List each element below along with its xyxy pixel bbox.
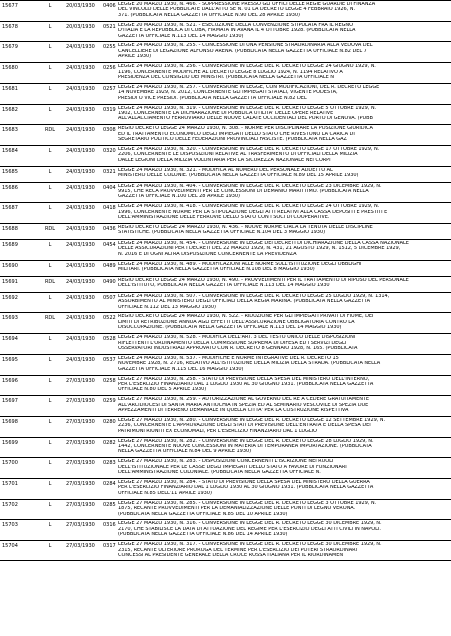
act-code: 0284 bbox=[103, 481, 116, 487]
act-date: 27/03/1930 bbox=[66, 501, 95, 508]
description-line: LEGGE 24 MARZO 1930, N. 528. - MODIFICA DELL'ART. 3 DEL TESTO UNICO DELLE DISPOSIZIONI bbox=[118, 335, 356, 341]
description-line: DELL'ISTITUTO, PUBBLICATA NELLA GAZZETTA UFFICIALE N.113 DEL 14 MAGGIO 1930 bbox=[118, 283, 330, 289]
act-date: 27/03/1930 bbox=[66, 439, 95, 446]
description-line: REGIO DECRETO LEGGE 24 MARZO 1930, N. 490. - PROVVEDIMENTI PER IL TRATTAMENTO DI RIPOSO DEL PERSONALE bbox=[118, 277, 409, 283]
act-date: 24/03/1930 bbox=[66, 336, 95, 343]
description-line: GAZZETTA UFFICIALE N.115 DEL 16 MAGGIO 1930) bbox=[118, 366, 244, 372]
act-date: 24/03/1930 bbox=[66, 184, 95, 191]
act-description bbox=[118, 542, 449, 558]
description-line: APRILE 1930) bbox=[118, 54, 151, 60]
act-code: 0454 bbox=[103, 242, 116, 248]
record-number: 15678 bbox=[2, 23, 18, 30]
table-row bbox=[0, 333, 451, 354]
record-number: 15704 bbox=[2, 543, 18, 550]
table-row bbox=[0, 83, 451, 104]
table-row bbox=[0, 202, 451, 223]
act-description bbox=[118, 64, 449, 80]
description-line: LEGGE 24 MARZO 1930, N. 321. - MODIFICA AL NUMERO DEL PERSONALE ADDETTO AL bbox=[118, 167, 333, 173]
act-code: 0259 bbox=[103, 398, 116, 405]
act-code: 0436 bbox=[103, 226, 116, 232]
description-line: LEGGE 24 MARZO 1930, N. 257. - CONVERSIONE IN LEGGE, CON MODIFICAZIONI, DEL R. DECRETO LEGGE bbox=[118, 84, 380, 90]
act-date: 24/03/1930 bbox=[66, 226, 95, 232]
act-type: L bbox=[48, 336, 52, 343]
description-line: DELL'AMMINISTRAZIONE COLONIALE. (PUBBLICATA NELLA GAZZETTA UFFICIALE N. bbox=[118, 470, 321, 476]
record-number: 15694 bbox=[2, 336, 18, 343]
table-row bbox=[0, 312, 451, 333]
table-row bbox=[0, 375, 451, 396]
act-description bbox=[118, 335, 449, 351]
description-line: 2315, RECANTE ULTERIORE PROROGA DEL TERMINE PER L'ESERCIZIO DEI POTERI STRAORDINARI bbox=[118, 547, 357, 553]
act-date: 24/03/1930 bbox=[66, 356, 95, 363]
act-code: 0404 bbox=[103, 184, 116, 191]
act-code: 0507 bbox=[103, 294, 116, 301]
table-row bbox=[0, 223, 451, 239]
description-line: CONCESSI AL PRESIDENTE GENERALE DELLA CROCE ROSSA ITALIANA PER IL RIORDINAMEN bbox=[118, 552, 344, 558]
act-date: 27/03/1930 bbox=[66, 522, 95, 529]
act-description bbox=[118, 278, 449, 289]
act-description bbox=[118, 314, 449, 330]
act-code: 0528 bbox=[103, 336, 116, 343]
description-line: ASSORBIMENTO AL MINISTERO DEGLI UFFICIALI DELLA REGIA MARINA. (PUBBLICATA NELLA GAZZETTA bbox=[118, 299, 371, 305]
record-number: 15696 bbox=[2, 377, 18, 384]
record-number: 15685 bbox=[2, 168, 18, 175]
record-number: 15700 bbox=[2, 460, 18, 467]
description-line: LEGGE 27 MARZO 1930, N. 284. - STATO DI PREVISIONE DELLA SPESA DEL MINISTERO DELLA GUERRA bbox=[118, 480, 370, 485]
act-type: RDL bbox=[44, 278, 56, 285]
table-row bbox=[0, 104, 451, 125]
act-date: 27/03/1930 bbox=[66, 460, 95, 467]
description-line: PER L'ESERCIZIO FINANZIARIO DAL 1 LUGLIO 1930 AL 30 GIUGNO 1931. (PUBBLICATA NELLA GAZZETTA bbox=[118, 485, 374, 491]
description-line: LEGGE 27 MARZO 1930, N. 258. - STATO DI PREVISIONE DELLA SPESA DEL MINISTERO DELL'INTERNO, bbox=[118, 376, 370, 382]
description-line: 2236, CONCERNENTE L'APPROVAZIONE DEGLI STATI DI PREVISIONE DELL'ENTRATA E DELLA SPESA DEI bbox=[118, 423, 371, 429]
act-code: 0489 bbox=[103, 262, 116, 269]
act-type: L bbox=[48, 147, 52, 154]
act-description bbox=[118, 2, 449, 18]
act-date: 24/03/1930 bbox=[66, 242, 95, 248]
act-code: 0282 bbox=[103, 439, 116, 446]
description-line: LEGGE 20 MARZO 1930, N. 466. - SOPPRESSIONE PRESSO GLI UFFICI DELLE REGIE GUARDIE DI FINANZA bbox=[118, 2, 376, 7]
table-row bbox=[0, 145, 451, 166]
description-line: LEGGE 27 MARZO 1930, N. 283. - DISPOSIZIONI CONCERNENTI L'ISCRIZIONE NEI RUOLI bbox=[118, 459, 334, 465]
description-line: 371. (PUBBLICATA NELLA GAZZETTA UFFICIALE N.90 DEL 28 APRILE 1930) bbox=[118, 12, 300, 18]
act-date: 24/03/1930 bbox=[66, 205, 95, 212]
description-line: LEGGE 24 MARZO 1930, N. 537. - MODIFICHE E NORME INTEGRATIVE DEL R. DECRETO 15 bbox=[118, 355, 339, 361]
act-type: L bbox=[48, 262, 52, 269]
act-code: 0308 bbox=[103, 127, 116, 134]
act-description bbox=[118, 126, 449, 142]
record-number: 15679 bbox=[2, 44, 18, 51]
description-line: REGIO DECRETO LEGGE 24 MARZO 1930, N. 436. - NUOVE NORME CIRCA LA TENUTA DELLE DISCIPLINE bbox=[118, 225, 373, 230]
record-number: 15692 bbox=[2, 294, 18, 301]
description-line: LEGGE 27 MARZO 1930, N. 317. - CONVERSIONE IN LEGGE DEL R. DECRETO LEGGE 30 DICEMBRE 1929, N. bbox=[118, 542, 382, 548]
description-line: 2170, CHE STABILISCE LA DATA DI ATTUAZIONE DEL REGIME PER L'ESERCIZIO DEGLI ATTI CIVILI IN NAPOLI. bbox=[118, 526, 381, 532]
description-line: LEGGE 24 MARZO 1930, N. 489. - MODIFICAZIONI ALLE NORME SULL'ISTITUZIONE DEGLI OBBLIGHI bbox=[118, 261, 362, 267]
act-description bbox=[118, 184, 449, 200]
act-date: 24/03/1930 bbox=[66, 294, 95, 301]
act-code: 0319 bbox=[103, 106, 116, 113]
description-line: DELL'AMMINISTRAZIONE DELLE FERROVIE DELLO STATO CON I SOCI DI COOPERATIVE. bbox=[118, 215, 330, 221]
act-description bbox=[118, 459, 449, 475]
act-date: 24/03/1930 bbox=[66, 44, 95, 51]
description-line: DELL'ISTITUZIONALE PER LE CASSE DEGLI IMPIEGATI DELLO STATO A FAVORE DI FUNZIONARI bbox=[118, 464, 347, 470]
description-line: 2206, CONCERNENTE LE DISPOSIZIONI RELATIVE AL TRASFERIMENTO DI UFFICIALI DELLA MILIZIA bbox=[118, 152, 358, 158]
act-description bbox=[118, 294, 449, 310]
act-type: L bbox=[48, 205, 52, 212]
description-line: 14 NOVEMBRE 1929, N. 2012, CONCERNENTE GLI IMPIEGATI STATALI, VIGENTE PODESTA, bbox=[118, 90, 338, 96]
table-row bbox=[0, 62, 451, 83]
description-line: STATISTICHE. (PUBBLICATA NELLA GAZZETTA UFFICIALE N.104 DEL 3 MAGGIO 1930) bbox=[118, 230, 325, 236]
act-type: RDL bbox=[44, 127, 56, 134]
description-line: 1902, CONCERNENTE LA DICHIARAZIONE DI PUBBLICA UTILITA' DELLE OPERE RELATIVE bbox=[118, 110, 334, 116]
description-line: 1196, CONCERNENTE MODIFICHE AL DECRETO LEGGE 8 LUGLIO 1924, N. 1194 RELATIVO A bbox=[118, 69, 343, 75]
table-row bbox=[0, 124, 451, 145]
description-line: ALL'ALLACCIAMENTO FERROVIARIO DELLE NUOVE CALATE OCCIDENTALI DEL PORTO DI GENOVA. (PUBB bbox=[118, 116, 373, 122]
description-line: MINISTERO DELLE COLONIE. (PUBBLICATA NELLA GAZZETTA UFFICIALE N.89 DEL 15 APRILE 1930) bbox=[118, 173, 359, 178]
act-description bbox=[118, 501, 449, 517]
description-line: LEGGE 27 MARZO 1930, N. 280. - CONVERSIONE IN LEGGE DEL R. DECRETO LEGGE 12 SETTEMBRE 1929, N. bbox=[118, 417, 386, 423]
act-type: L bbox=[48, 168, 52, 175]
record-number: 15701 bbox=[2, 481, 18, 487]
table-row bbox=[0, 395, 451, 416]
act-date: 24/03/1930 bbox=[66, 315, 95, 322]
record-number: 15687 bbox=[2, 205, 18, 212]
act-description bbox=[118, 43, 449, 59]
description-line: UFFICIALE N.80 DEL 5 APRILE 1930) bbox=[118, 387, 207, 393]
act-description bbox=[118, 356, 449, 372]
act-code: 0258 bbox=[103, 377, 116, 384]
act-code: 0283 bbox=[103, 460, 116, 467]
act-description bbox=[118, 480, 449, 496]
description-line: (PUBBLICATA NELLA GAZZETTA UFFICIALE N.85 DEL 10 APRILE 1930) bbox=[118, 511, 288, 517]
record-number: 15682 bbox=[2, 106, 18, 113]
act-date: 27/03/1930 bbox=[66, 543, 95, 550]
description-line: LEGGE 24 MARZO 1930, N. 404. - CONVERSIONE IN LEGGE DEL R. DECRETO LEGGE 23 DICEMBRE 1929, N. bbox=[118, 183, 382, 189]
act-date: 24/03/1930 bbox=[66, 127, 95, 134]
act-description bbox=[118, 262, 449, 273]
record-number: 15681 bbox=[2, 85, 18, 92]
record-number: 15686 bbox=[2, 184, 18, 191]
act-description bbox=[118, 23, 449, 39]
table-row bbox=[0, 292, 451, 313]
act-date: 24/03/1930 bbox=[66, 262, 95, 269]
table-row bbox=[0, 21, 451, 42]
table-row bbox=[0, 519, 451, 540]
description-line: DISOCCUPAZIONE. (PUBBLICATA NELLA GAZZETTA UFFICIALE N.113 DEL 14 MAGGIO 1930) bbox=[118, 325, 342, 331]
act-type: L bbox=[48, 184, 52, 191]
act-code: 0490 bbox=[103, 278, 116, 285]
act-code: 0320 bbox=[103, 147, 116, 154]
description-line: PRESIDENZA DEL CONSIGLIO DEI MINISTRI. (PUBBLICATA NELLA GAZZETTA UFFICIALE N bbox=[118, 74, 334, 80]
description-line: SEGRETARIO POLITICO DELLE FEDERAZIONI PROVINCIALI FASCISTE. (PUBBLICATA NELLA GAZ bbox=[118, 137, 347, 142]
description-line: LEGGE 24 MARZO 1930, N. 255. - CONCESSIONE DI UNA PENSIONE STRAORDINARIA ALLA VEDOVA DEL bbox=[118, 43, 373, 49]
description-line: LEGGE 27 MARZO 1930, N. 316. - CONVERSIONE IN LEGGE DEL R. DECRETO LEGGE 30 DICEMBRE 1929, N. bbox=[118, 521, 382, 527]
table-row bbox=[0, 354, 451, 375]
description-line: NELLA GAZZETTA UFFICIALE N.84 DEL 9 APRILE 1930) bbox=[118, 449, 251, 455]
act-code: 0406 bbox=[103, 3, 116, 9]
act-type: RDL bbox=[44, 315, 56, 322]
description-line: 1442, CONCERNENTE NUOVE CONCESSIONI IN MATERIA DI TEMPORANEA IMPORTAZIONE. (PUBBLICATA bbox=[118, 444, 372, 449]
record-number: 15693 bbox=[2, 315, 18, 322]
act-description bbox=[118, 241, 449, 257]
table-row bbox=[0, 437, 451, 458]
description-line: UFFICIALE N.85 DELL'11 APRILE 1930) bbox=[118, 490, 212, 496]
act-date: 20/03/1930 bbox=[66, 23, 95, 30]
table-row bbox=[0, 260, 451, 276]
description-line: REGIO DECRETO LEGGE 24 MARZO 1930, N. 308. - NORME PER DISCIPLINARE LA POSIZIONE GIURIDICA bbox=[118, 126, 373, 132]
act-type: L bbox=[48, 377, 52, 384]
act-type: L bbox=[48, 65, 52, 72]
act-type: L bbox=[48, 85, 52, 92]
description-line: GAZZETTA UFFICIALE N.113 DEL 14 MAGGIO 1930) bbox=[118, 33, 244, 39]
act-date: 24/03/1930 bbox=[66, 278, 95, 285]
record-number: 15683 bbox=[2, 127, 18, 134]
description-line: 1875, RECANTE PROVVEDIMENTI PER LA DEMANIALIZZAZIONE DELLE PONTI DI LEGNO VERONA. bbox=[118, 506, 356, 512]
description-line: LEGGE 20 MARZO 1930, N. 521. - ESECUZIONE DELLA CONVENZIONE STIPULATA FRA IL REGNO bbox=[118, 22, 353, 28]
description-line: ALL'ARCIDIOCESI DI SANTA MARIA ANTIOCHIA IN SPEZIA ED AL SEMINARIO VESCOVILE DI SPEZIA DUE bbox=[118, 402, 369, 408]
act-date: 27/03/1930 bbox=[66, 481, 95, 487]
description-line: DALLE LEGIONI DELLA MILIZIA VOLONTARIA PER LA SICUREZZA NAZIONALE NEI CORPI bbox=[118, 157, 331, 163]
act-type: L bbox=[48, 44, 52, 51]
record-number: 15690 bbox=[2, 262, 18, 269]
table-row bbox=[0, 416, 451, 437]
act-type: L bbox=[48, 418, 52, 425]
description-line: REGIO DECRETO LEGGE 24 MARZO 1930, N. 522. - RIDUZIONE PER GLI IMPIEGATI PRIVATI DI FIUME, DEI bbox=[118, 314, 374, 320]
act-description bbox=[118, 418, 449, 434]
record-number: 15699 bbox=[2, 439, 18, 446]
act-type: L bbox=[48, 481, 52, 487]
act-date: 24/03/1930 bbox=[66, 106, 95, 113]
act-type: L bbox=[48, 460, 52, 467]
act-type: L bbox=[48, 501, 52, 508]
description-line: PATRIMONI RIUNITI EX ECONOMALI, PER L'ESERCIZIO FINANZIARIO DAL 1 LUGLIO bbox=[118, 428, 317, 434]
record-number: 15703 bbox=[2, 522, 18, 529]
act-code: 0522 bbox=[103, 315, 116, 322]
description-line: LEGGE 24 MARZO 1930, N. 319. - CONVERSIONE IN LEGGE DEL R. DECRETO LEGGE 5 OTTOBRE 1929, N. bbox=[118, 105, 377, 111]
act-code: 0285 bbox=[103, 501, 116, 508]
description-line: RIFLETTENTI L'ORDINAMENTO DELLA COMMISSIONE SUPREMA DI DIFESA ED I SERVIZI DEGLI bbox=[118, 340, 347, 346]
description-line: LIMITI DI RETRIBUZIONE ANNUA AGLI EFFETTI DELL'ASSICURAZIONE OBBLIGATORIA CONTRO LA bbox=[118, 319, 355, 325]
description-line: MILITARI. (PUBBLICATA NELLA GAZZETTA UFFICIALE N.108 DEL 8 MAGGIO 1930) bbox=[118, 267, 315, 273]
description-line: LEGGE 27 MARZO 1930, N. 285. - CONVERSIONE IN LEGGE DEL R. DECRETO LEGGE 3 OTTOBRE 1929, N. bbox=[118, 500, 377, 506]
description-line: D'ITALIA E LA REPUBBLICA DI CUBA, FIRMATA IN AVANA IL 4 OTTOBRE 1928. (PUBBLICATA NELLA bbox=[118, 28, 356, 34]
description-line: LEGGE 24 MARZO 1930, N. 507. - CONVERSIONE IN LEGGE DEL R. DECRETO LEGGE 25 LUGLIO 1929, N. 1314, bbox=[118, 293, 390, 299]
act-date: 24/03/1930 bbox=[66, 147, 95, 154]
act-code: 0257 bbox=[103, 85, 116, 92]
description-line: LEGGE 27 MARZO 1930, N. 259. - AUTORIZZAZIONE AL GOVERNO DEL RE A CEDERE GRATUITAMENTE bbox=[118, 397, 370, 403]
act-date: 27/03/1930 bbox=[66, 377, 95, 384]
table-row bbox=[0, 276, 451, 292]
act-type: RDL bbox=[44, 226, 56, 232]
description-line: OSSERVATORI INDUSTRIALI APPROVATO CON R. DECRETO 8 GENNAIO 1928, N. 165. (PUBBLICATA bbox=[118, 345, 358, 351]
act-description bbox=[118, 204, 449, 220]
record-number: 15680 bbox=[2, 65, 18, 72]
act-type: L bbox=[48, 439, 52, 446]
description-line: 1996, CONCERNENTE NORME PER LA STIPULAZIONE DEGLI ATTI RELATIVI ALLA CASSA DEPOSITI E PRESTITI E bbox=[118, 209, 388, 215]
description-line: CANCELLIERE DI LEGAZIONE ALFONSO ARENA. (PUBBLICATA NELLA GAZZETTA UFFICIALE N.82 DEL 7 bbox=[118, 48, 367, 54]
record-number: 15695 bbox=[2, 356, 18, 363]
act-date: 20/03/1930 bbox=[66, 3, 95, 9]
table-row bbox=[0, 499, 451, 520]
record-number: 15691 bbox=[2, 278, 18, 285]
record-number: 15689 bbox=[2, 242, 18, 248]
record-number: 15677 bbox=[2, 3, 18, 9]
record-number: 15698 bbox=[2, 418, 18, 425]
act-code: 0280 bbox=[103, 418, 116, 425]
act-type: L bbox=[48, 294, 52, 301]
record-number: 15688 bbox=[2, 226, 18, 232]
description-line: DEL VINCOLO DELLE PUBBLICATE DALL'ATTO SE N. 01 LA DECRETO LEGGE 4 FEBBRAIO 1926, N. bbox=[118, 7, 355, 13]
act-date: 24/03/1930 bbox=[66, 168, 95, 175]
act-description bbox=[118, 377, 449, 393]
table-row bbox=[0, 478, 451, 499]
act-code: 0521 bbox=[103, 23, 116, 30]
act-code: 0418 bbox=[103, 205, 116, 212]
description-line: ED IL TRATTAMENTO ECONOMICO DEGLI IMPIEGATI DELLO STATO CHE RIVESTONO LA CARICA DI bbox=[118, 131, 355, 137]
act-description bbox=[118, 106, 449, 122]
record-number: 15684 bbox=[2, 147, 18, 154]
act-code: 0537 bbox=[103, 356, 116, 363]
table-row bbox=[0, 41, 451, 62]
act-description bbox=[118, 147, 449, 163]
act-type: L bbox=[48, 3, 52, 9]
act-description bbox=[118, 521, 449, 537]
description-line: LEGGE 27 MARZO 1930, N. 282. - CONVERSIONE IN LEGGE DEL R. DECRETO LEGGE 28 LUGLIO 1929, N. bbox=[118, 438, 374, 444]
table-row bbox=[0, 182, 451, 203]
act-code: 0321 bbox=[103, 168, 116, 175]
description-line: LEGGE 24 MARZO 1930, N. 454. - CONVERSIONE IN LEGGE DEI DECRETI DI DICHIARAZIONE DELLA CASSA NAZIONALE bbox=[118, 241, 409, 246]
act-date: 27/03/1930 bbox=[66, 398, 95, 405]
table-row bbox=[0, 0, 451, 21]
description-line: (PUBBLICATA NELLA GAZZETTA UFFICIALE N.86 DEL 14 APRILE 1930) bbox=[118, 532, 288, 538]
description-line: UFFICIALE N.112 DEL 13 MAGGIO 1930) bbox=[118, 304, 216, 310]
description-line: LEGGE 24 MARZO 1930, N. 320. - CONVERSIONE IN LEGGE DEL R. DECRETO LEGGE 17 OTTOBRE 1929, N. bbox=[118, 146, 380, 152]
act-description bbox=[118, 439, 449, 455]
description-line: LEGGE 24 MARZO 1930, N. 418. - CONVERSIONE IN LEGGE DEL R. DECRETO LEGGE 24 OTTOBRE 1929, N. bbox=[118, 204, 380, 210]
act-type: L bbox=[48, 398, 52, 405]
description-line: APPEZZAMENTI DI TERRENO DEMANIALE IN QUELLA CITTA' PER LA COSTRUZIONE RISPETTIVA bbox=[118, 408, 349, 413]
act-date: 24/03/1930 bbox=[66, 85, 95, 92]
act-code: 0256 bbox=[103, 65, 116, 72]
act-date: 27/03/1930 bbox=[66, 418, 95, 425]
record-number: 15697 bbox=[2, 398, 18, 405]
act-date: 24/03/1930 bbox=[66, 65, 95, 72]
table-row bbox=[0, 239, 451, 260]
description-line: 9915, CHE RECA PROVVEDIMENTI PER LE CONCESSIONI DI DEMANIO MARITTIMO. (PUBBLICATA NELLA bbox=[118, 189, 369, 194]
description-line: NOVEMBRE 1928, N. 2716, RELATIVO ALL'ISTITUZIONE DELLA MILIZIA DELLA STRADA. (PUBBLICATA NELLA bbox=[118, 361, 381, 367]
act-type: L bbox=[48, 522, 52, 529]
act-type: L bbox=[48, 23, 52, 30]
description-line: PER L'ESERCIZIO FINANZIARIO DAL 1 LUGLIO 1930 AL 30 GIUGNO 1931. (PUBBLICATA NELLA GAZZETTA bbox=[118, 381, 374, 387]
act-type: L bbox=[48, 356, 52, 363]
description-line: PRESIDI O VICE PRESIDI. (PUBBLICATA NELLA GAZZETTA UFFICIALE N.82 DEL bbox=[118, 95, 307, 101]
table-row bbox=[0, 457, 451, 478]
description-line: LEGGE 24 MARZO 1930, N. 256. - CONVERSIONE IN LEGGE DEL R. DECRETO LEGGE 24 GIUGNO 1929, N. bbox=[118, 64, 376, 70]
table-row bbox=[0, 540, 451, 561]
act-description bbox=[118, 397, 449, 413]
act-type: L bbox=[48, 242, 52, 248]
act-description bbox=[118, 225, 449, 236]
act-description bbox=[118, 85, 449, 101]
act-description bbox=[118, 168, 449, 179]
description-line: N. 2016 E DI OGNI ALTRA DISPOSIZIONE CONCERNENTE LA PREVIDENZA bbox=[118, 251, 297, 257]
act-type: L bbox=[48, 106, 52, 113]
act-type: L bbox=[48, 543, 52, 550]
table-row bbox=[0, 166, 451, 182]
act-code: 0317 bbox=[103, 543, 116, 550]
act-code: 0255 bbox=[103, 44, 116, 51]
act-code: 0316 bbox=[103, 522, 116, 529]
description-line: GAZZETTA UFFICIALE N.100 DEL 28 APRILE 1930) bbox=[118, 194, 240, 200]
description-line: DELLE ASSICURAZIONI PER I DECRETI DEL 22 MARZO 1929, N. 431, 21 AGOSTO 1929, N. 1512, 5 DICEMBRE 1929, bbox=[118, 246, 401, 252]
record-number: 15702 bbox=[2, 501, 18, 508]
